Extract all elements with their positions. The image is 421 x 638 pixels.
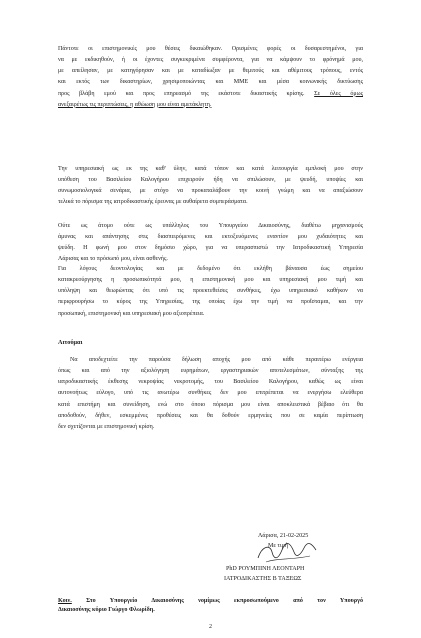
text-line: να με εκδικηθούν, ή οι έχοντες συγκεκριμένα συμφέροντα, για να κάμψουν το φρόνημά μου, bbox=[58, 57, 363, 64]
paragraph-ethics bbox=[58, 264, 363, 320]
text-line bbox=[58, 89, 363, 100]
text-line: υπόθεση του Βασιλείου Καλογήρου επιχειρούν ήδη να σπιλώσουν, με ψευδή, υποψίες και bbox=[58, 177, 363, 184]
section-heading: Αιτούμαι bbox=[58, 339, 83, 346]
text-line: ψεύδη. Η φωνή μου στον δημόσιο χώρο, για να υπερασπιστώ την Ιατροδικαστική Υπηρεσία bbox=[58, 245, 363, 252]
text-line: δεν σχετίζονται με επιστημονική κρίση. bbox=[58, 423, 155, 430]
paragraph-defense bbox=[58, 221, 363, 266]
text-line: κατά επιστήμη και συνείδηση, ενώ στο όποιο πόρισμα μου είναι αποκλειστικά βέβαιο ότι θα bbox=[58, 401, 363, 408]
text-line: Την υπηρεσιακή ως εκ της καθ' ύλην, κατά τόπον και κατά λειτουργία εμπλοκή μου στην bbox=[58, 166, 363, 172]
text-line: με απείλησαν, με κατηγόρησαν και με καταδίωξαν με θεμιτούς και αθέμιτους τρόπους, εντός bbox=[58, 68, 363, 75]
text-line: προσωπική, επιστημονική και υπηρεσιακή μου αξιοπρέπεια. bbox=[58, 310, 205, 317]
cc-recipient-continued: Δικαιοσύνης κύριο Γιώργο Φλωρίδη. bbox=[58, 607, 155, 613]
text-line: ιατροδικαστικής έκθεσης νεκροψίας νεκροτομής, του Βασιλείου Καλογήρου, καθώς ως είναι bbox=[58, 379, 363, 386]
text-line: Πάντοτε οι επιστημονικές μου θέσεις δικαιώθηκαν. Ορισμένες φορές οι δυσαρεστημένοι, για bbox=[58, 46, 363, 52]
signature-greeting: Με τιμή bbox=[268, 543, 289, 549]
text-line: όπως και από την αξιολόγηση ευρημάτων, εργαστηριακών αποτελεσμάτων, σύνταξης της bbox=[58, 368, 363, 375]
text-line: υπόληψη και θεωρώντας ότι υπό τις προεκτεθείσες συνθήκες, έχω υπηρεσιακό καθήκον να bbox=[58, 288, 363, 295]
signer-title: ΙΑΤΡΟΔΙΚΑΣΤΗΣ Β ΤΑΞΕΩΣ bbox=[224, 576, 302, 582]
cc-recipient: Στο Υπουργείο Δικαιοσύνης νομίμως εκπροσωπούμενο από τον Υπουργό bbox=[86, 598, 363, 604]
signature-date: Λάρισα, 21-02-2025 bbox=[258, 533, 309, 539]
paragraph-request bbox=[58, 355, 363, 433]
text-line: συνωμοσιολογικά σενάρια, με στόχο να προκαταλάβουν την κοινή γνώμη και να απαξιώσουν bbox=[58, 188, 363, 195]
text-line: κατακρεούργησης η προσωπικότητά μου, η επιστημονική μου και υπηρεσιακή μου τιμή και bbox=[58, 277, 363, 284]
underlined-text-line: ανεξαιρέτως τις περιπτώσεις, η αθώωση μου είναι αμετάκλητη. bbox=[58, 101, 212, 108]
cc-label: Κοιν. bbox=[58, 598, 72, 604]
text-line: περιφρουρήσω το κύρος της Υπηρεσίας, της οποίας έχω την τιμή να προΐσταμαι, και την bbox=[58, 299, 363, 306]
text-line: Για λόγους δεοντολογίας και με δεδομένο ότι εκλήθη βάναυσα έως σημείου bbox=[58, 266, 363, 272]
text-line: Λάρισας και το πρόσωπό μου, είναι ασθενής. bbox=[58, 256, 168, 263]
text-line: αποδοθούν, δήθεν, εσκεμμένες προθέσεις και θα δοθούν ερμηνείες που σε καμία περίπτωση bbox=[58, 412, 363, 419]
text-span: προς βλάβη εμού και προς επηρεασμό της εκάστοτε δικαστικής κρίσης. bbox=[58, 90, 305, 97]
page-number: 2 bbox=[209, 624, 212, 630]
paragraph-vindication bbox=[58, 44, 363, 111]
text-line: τελικά το πόρισμα της ιατροδικαστικής έρευνας με αυθαίρετα συμπεράσματα. bbox=[58, 199, 248, 206]
text-line: και εκτός των δικαστηρίων, χρησιμοποιώντας και ΜΜΕ και μέσα κοινωνικής δικτύωσης bbox=[58, 79, 363, 86]
cc-line bbox=[58, 596, 363, 607]
paragraph-involvement bbox=[58, 164, 363, 209]
signer-name: PhD ΡΟΥΜΠΙΝΗ ΛΕΟΝΤΑΡΗ bbox=[226, 566, 305, 572]
underlined-text: Σε όλες όμως bbox=[314, 90, 363, 97]
handwritten-signature bbox=[252, 538, 322, 568]
text-line: αυτονοήτως εύλογο, υπό τις ανωτέρω συνθήκες δεν μου επιτρέπεται να ενεργήσω ελεύθερα bbox=[58, 390, 363, 397]
text-line: Να αποδεχτείτε την παρούσα δήλωση αποχής μου από κάθε περαιτέρω ενέργεια bbox=[70, 357, 363, 363]
text-line: άμυνας και απάντησης στις διασπειρόμενες και εκτοξευόμενες εναντίον μου χυδαιότητες και bbox=[58, 234, 363, 241]
text-line: Ούτε ως άτομο ούτε ως υπάλληλος του Υπουργείου Δικαιοσύνης, διαθέτω μηχανισμούς bbox=[58, 223, 363, 229]
